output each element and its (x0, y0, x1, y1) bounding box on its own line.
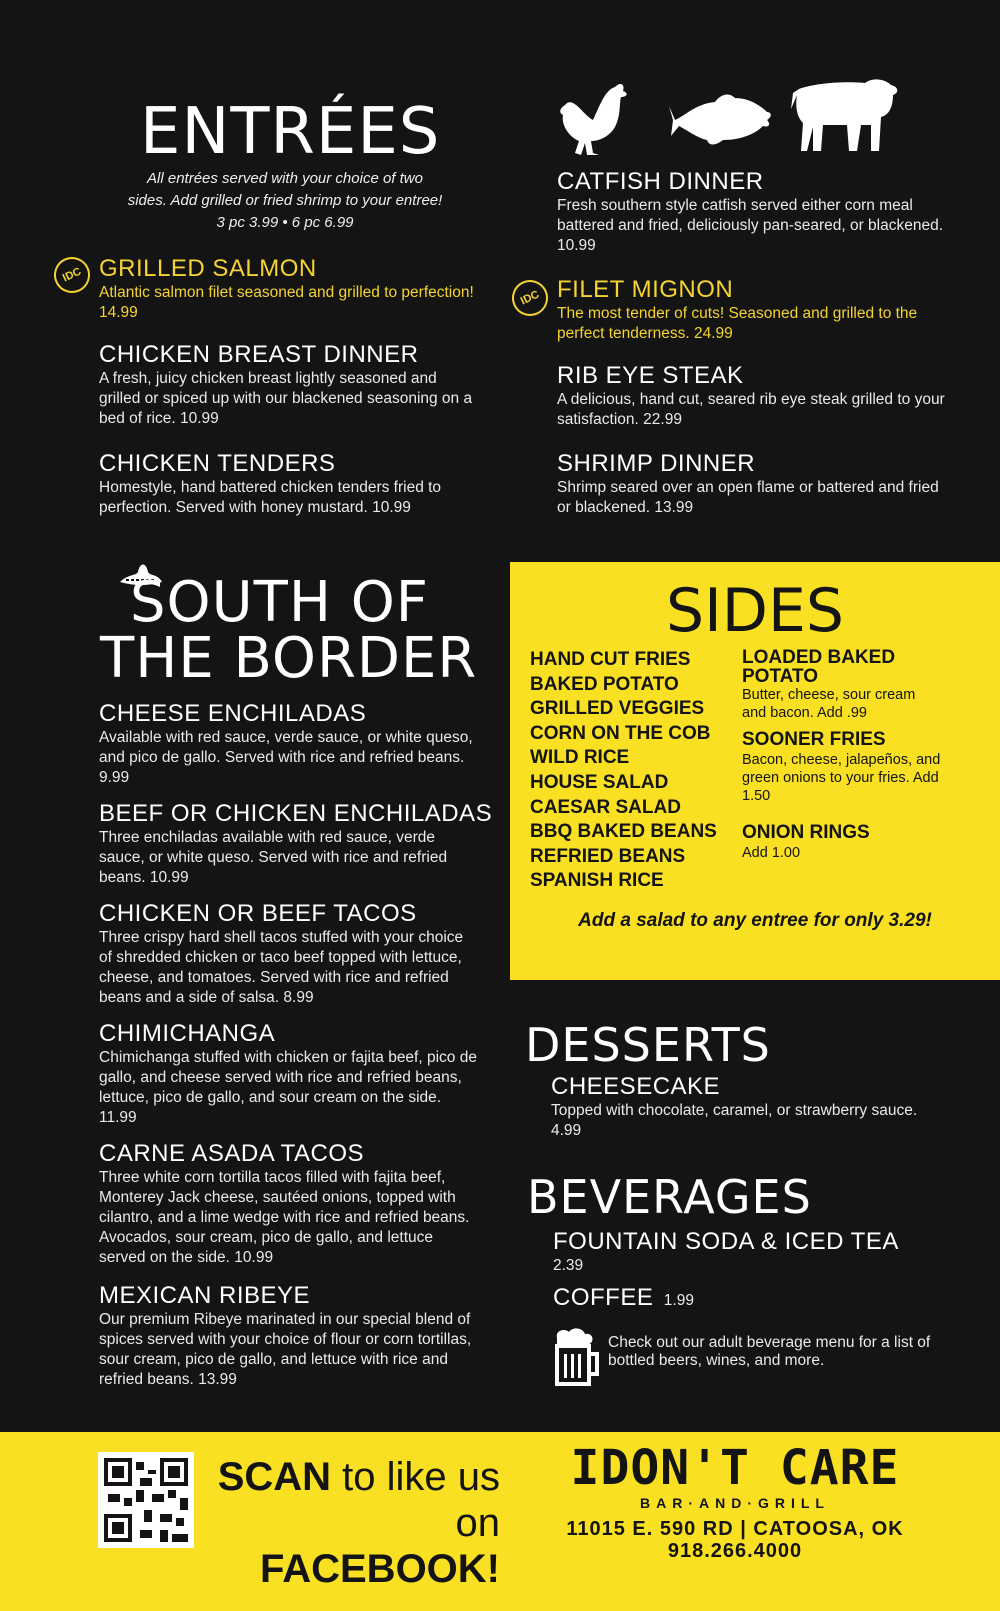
item-title: CHIMICHANGA (99, 1020, 276, 1047)
qr-code-icon[interactable] (98, 1452, 194, 1548)
menu-item (557, 450, 947, 518)
item-title: CHEESECAKE (551, 1073, 721, 1100)
menu-item (99, 1282, 479, 1390)
side-extra-desc: Add 1.00 (742, 845, 801, 861)
entrees-shrimp-price: 3 pc 3.99 • 6 pc 6.99 (216, 214, 354, 231)
footer (0, 1432, 1000, 1611)
idc-badge-text: IDC (48, 251, 96, 299)
side-item: GRILLED VEGGIES (530, 698, 705, 720)
idc-badge-icon (512, 280, 548, 316)
menu-item (551, 1073, 931, 1141)
item-price: 2.39 (553, 1257, 584, 1274)
address: 11015 E. 590 RD | CATOOSA, OK (566, 1518, 904, 1540)
on-text: on (455, 1501, 500, 1545)
item-desc: Available with red sauce, verde sauce, or white queso, and pico de gallo. Served with rice and refried beans. 9.99 (99, 729, 473, 786)
entrees-note (100, 168, 470, 234)
entrees-note-line: sides. Add grilled or fried shrimp to your entree! (127, 192, 443, 209)
item-title: RIB EYE STEAK (557, 362, 744, 389)
side-item: HAND CUT FRIES (530, 649, 691, 670)
item-title: FOUNTAIN SODA & ICED TEA (553, 1228, 899, 1255)
item-title: SHRIMP DINNER (557, 450, 756, 477)
qr-code-graphic (104, 1458, 188, 1542)
side-extra-desc: Butter, cheese, sour cream and bacon. Add .99 (742, 687, 916, 721)
side-extra (742, 730, 942, 805)
desserts-title: DESSERTS (525, 1018, 771, 1072)
menu-item (99, 800, 493, 888)
idc-badge-text: IDC (506, 274, 554, 322)
brand-logo: IDON'T CARE (570, 1440, 900, 1496)
side-extra-title: SOONER FRIES (742, 729, 886, 750)
item-desc: Three enchiladas available with red sauce, verde sauce, or white queso. Served with rice and refried beans. 10.99 (99, 829, 448, 886)
side-extra (742, 648, 942, 722)
beer-mug-icon (553, 1328, 599, 1386)
item-title: CATFISH DINNER (557, 168, 764, 195)
side-item: SPANISH RICE (530, 870, 664, 892)
brand-subtitle: BAR·AND·GRILL (640, 1495, 830, 1511)
sides-list (530, 648, 730, 894)
title-line: THE BORDER (100, 626, 478, 691)
side-item: REFRIED BEANS (530, 845, 686, 867)
facebook-text: FACEBOOK! (260, 1547, 500, 1591)
beverage-note: Check out our adult beverage menu for a list of bottled beers, wines, and more. (608, 1334, 931, 1369)
scan-bold: SCAN (217, 1455, 332, 1499)
menu-item (99, 450, 479, 518)
title-line: SOUTH OF (130, 570, 430, 635)
side-extra-desc: Bacon, cheese, jalapeños, and green onions to your fries. Add 1.50 (742, 752, 941, 804)
side-item: BBQ BAKED BEANS (530, 821, 717, 843)
menu-item (99, 900, 479, 1008)
side-extra (742, 823, 992, 862)
menu-item (557, 276, 947, 344)
side-item: CORN ON THE COB (530, 722, 711, 744)
item-desc: Three crispy hard shell tacos stuffed with your choice of shredded chicken or taco beef topped with lettuce, cheese, and tomatoes. Served with rice and refried beans and a side of salsa. 8.99 (99, 929, 464, 1006)
chicken-icon (560, 84, 626, 155)
fish-icon (669, 95, 771, 145)
item-desc: The most tender of cuts! Seasoned and grilled to the perfect tenderness. 24.99 (557, 305, 918, 342)
item-title: COFFEE (553, 1284, 654, 1311)
item-title: BEEF OR CHICKEN ENCHILADAS (99, 800, 493, 827)
menu-item (557, 168, 947, 256)
side-extra-title: ONION RINGS (742, 822, 870, 843)
item-title: GRILLED SALMON (99, 255, 317, 282)
sides-extras (742, 648, 992, 862)
side-item: WILD RICE (530, 747, 630, 769)
phone: 918.266.4000 (667, 1540, 803, 1562)
item-desc: Homestyle, hand battered chicken tenders fried to perfection. Served with honey mustard. 10.99 (99, 479, 442, 516)
entrees-note-line: All entrées served with your choice of two (147, 170, 423, 187)
item-desc: Topped with chocolate, caramel, or strawberry sauce. 4.99 (551, 1102, 918, 1139)
south-of-border-title (100, 570, 478, 691)
menu-item (99, 1140, 479, 1268)
item-title: CARNE ASADA TACOS (99, 1140, 365, 1167)
sides-panel (510, 562, 1000, 980)
item-title: FILET MIGNON (557, 276, 734, 303)
menu-item (557, 362, 947, 430)
side-item: HOUSE SALAD (530, 771, 669, 793)
beverages-title: BEVERAGES (527, 1170, 812, 1224)
animal-icons (555, 75, 915, 160)
menu-item (99, 255, 479, 323)
brand-block (550, 1442, 920, 1562)
menu-item (99, 341, 479, 429)
item-title: CHICKEN TENDERS (99, 450, 336, 477)
entrees-title: ENTRÉES (140, 95, 441, 169)
menu-item (553, 1228, 953, 1276)
item-title: CHICKEN BREAST DINNER (99, 341, 419, 368)
menu-item (553, 1284, 953, 1312)
item-desc: Shrimp seared over an open flame or battered and fried or blackened. 13.99 (557, 479, 939, 516)
side-extra-title: LOADED BAKED POTATO (742, 647, 896, 687)
sides-promo: Add a salad to any entree for only 3.29! (578, 910, 932, 931)
item-desc: Atlantic salmon filet seasoned and grilled to perfection! 14.99 (99, 284, 474, 321)
item-desc: A fresh, juicy chicken breast lightly seasoned and grilled or spiced up with our blackened seasoning on a bed of rice. 10.99 (99, 370, 473, 427)
scan-facebook-text (210, 1454, 500, 1592)
item-desc: Our premium Ribeye marinated in our special blend of spices served with your choice of flour or corn tortillas, sour cream, pico de gallo, and lettuce with rice and refried beans. 13.99 (99, 1311, 472, 1388)
sides-title: SIDES (666, 576, 844, 646)
idc-badge-icon (54, 257, 90, 293)
item-title: MEXICAN RIBEYE (99, 1282, 311, 1309)
cow-icon (791, 79, 897, 151)
item-title: CHICKEN OR BEEF TACOS (99, 900, 417, 927)
item-title: CHEESE ENCHILADAS (99, 700, 367, 727)
scan-rest: to like us (331, 1455, 500, 1499)
item-price: 1.99 (663, 1292, 694, 1309)
item-desc: A delicious, hand cut, seared rib eye steak grilled to your satisfaction. 22.99 (557, 391, 945, 428)
item-desc: Chimichanga stuffed with chicken or fajita beef, pico de gallo, and cheese served with rice and refried beans, lettuce, pico de gallo, and sour cream on the side. 11.99 (99, 1049, 477, 1126)
item-desc: Fresh southern style catfish served either corn meal battered and fried, deliciously pan-seared, or blackened. 10.99 (557, 197, 944, 254)
side-item: CAESAR SALAD (530, 796, 681, 818)
item-desc: Three white corn tortilla tacos filled with fajita beef, Monterey Jack cheese, sautéed onions, topped with cilantro, and a lime wedge with rice and refried beans. Avocados, sour cream, pico de gallo, and lettuce served on the side. 10.99 (99, 1169, 470, 1266)
menu-item (99, 1020, 479, 1128)
menu-item (99, 700, 479, 788)
side-item: BAKED POTATO (530, 673, 679, 695)
